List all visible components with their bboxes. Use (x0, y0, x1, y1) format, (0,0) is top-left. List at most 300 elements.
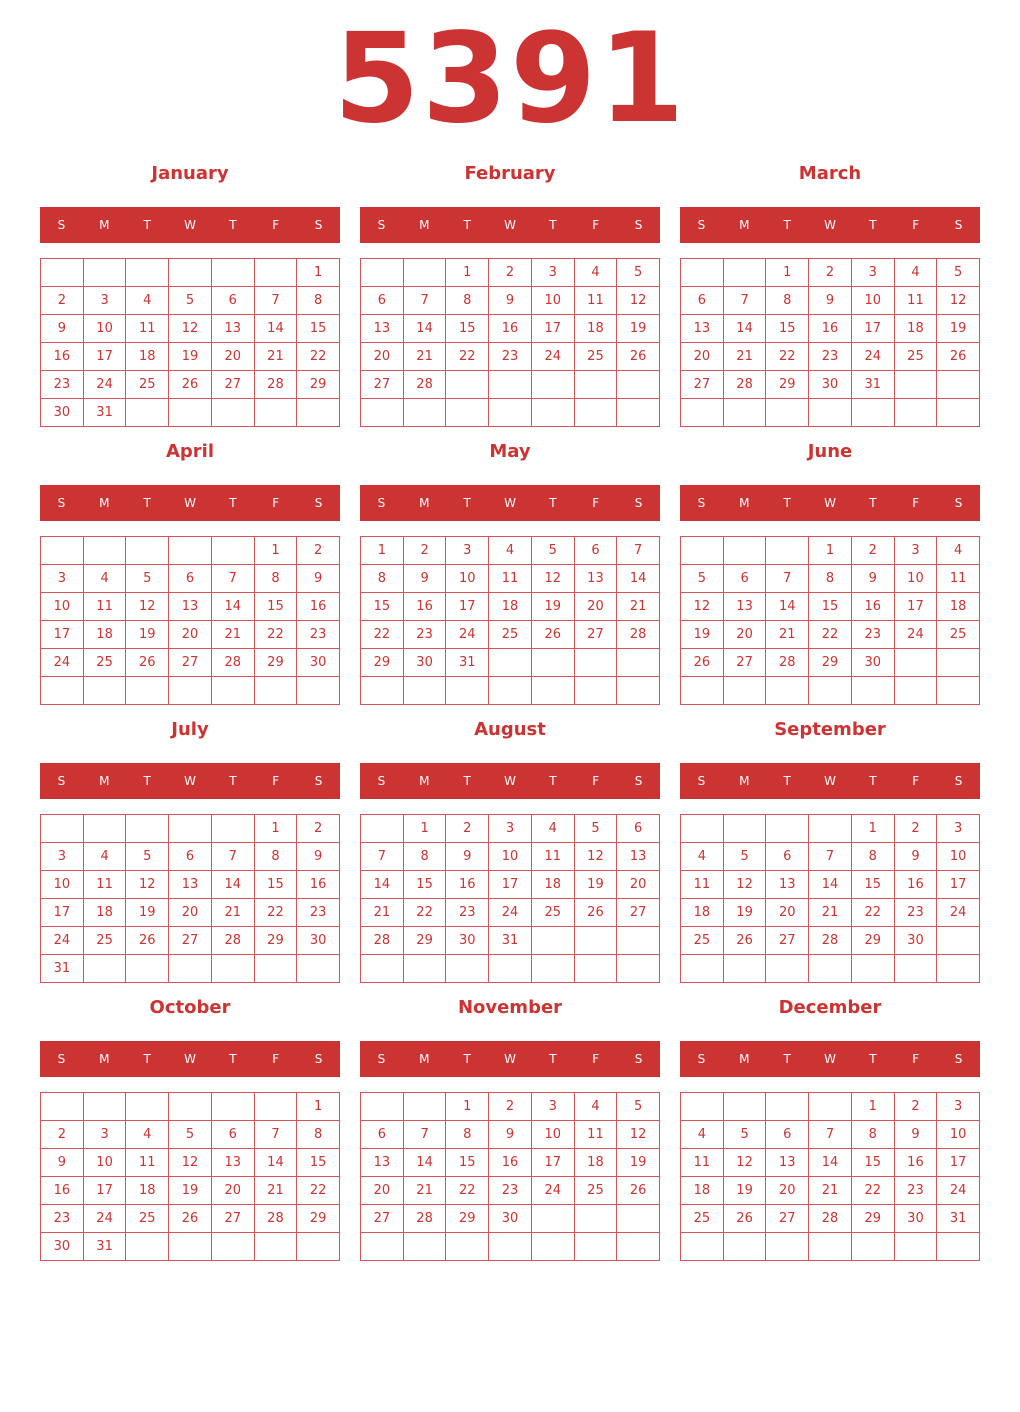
empty-day-cell (532, 1205, 575, 1233)
day-cell: 3 (937, 815, 980, 843)
weekday-label: T (143, 218, 151, 232)
day-cell: 18 (575, 315, 618, 343)
day-cell: 16 (41, 1177, 84, 1205)
empty-day-cell (937, 955, 980, 983)
day-cell: 29 (404, 927, 447, 955)
day-cell: 8 (255, 843, 298, 871)
day-cell: 28 (212, 927, 255, 955)
day-cell: 26 (724, 1205, 767, 1233)
weekday-header (360, 207, 660, 243)
empty-day-cell (681, 1233, 724, 1261)
week-row (361, 287, 660, 315)
week-row (681, 927, 980, 955)
weekday-label: M (419, 496, 430, 510)
day-cell: 10 (489, 843, 532, 871)
empty-day-cell (575, 1233, 618, 1261)
day-cell: 22 (446, 343, 489, 371)
day-cell: 20 (212, 1177, 255, 1205)
day-cell: 25 (532, 899, 575, 927)
day-grid (360, 814, 660, 983)
day-cell: 7 (212, 565, 255, 593)
day-cell: 10 (937, 843, 980, 871)
week-row (681, 621, 980, 649)
day-cell: 3 (84, 287, 127, 315)
week-row (41, 899, 340, 927)
month-name: January (151, 163, 229, 184)
week-row (681, 899, 980, 927)
empty-day-cell (681, 677, 724, 705)
weekday-label: T (549, 774, 557, 788)
day-cell: 4 (126, 287, 169, 315)
day-cell: 9 (895, 1121, 938, 1149)
week-row (361, 1177, 660, 1205)
day-cell: 18 (126, 343, 169, 371)
week-row (41, 565, 340, 593)
empty-day-cell (41, 259, 84, 287)
day-cell: 30 (895, 1205, 938, 1233)
day-cell: 25 (681, 927, 724, 955)
day-cell: 9 (41, 1149, 84, 1177)
empty-day-cell (255, 1233, 298, 1261)
empty-day-cell (169, 399, 212, 427)
empty-day-cell (724, 815, 767, 843)
empty-day-cell (575, 399, 618, 427)
day-cell: 20 (724, 621, 767, 649)
day-cell: 26 (126, 649, 169, 677)
day-cell: 3 (852, 259, 895, 287)
day-cell: 24 (41, 649, 84, 677)
weekday-label: F (592, 1052, 600, 1066)
empty-day-cell (575, 955, 618, 983)
empty-day-cell (297, 399, 340, 427)
empty-day-cell (126, 815, 169, 843)
day-cell: 17 (489, 871, 532, 899)
day-cell: 6 (617, 815, 660, 843)
week-row (681, 1233, 980, 1261)
day-cell: 12 (126, 593, 169, 621)
day-cell: 14 (617, 565, 660, 593)
day-cell: 5 (681, 565, 724, 593)
day-cell: 8 (766, 287, 809, 315)
day-cell: 7 (255, 1121, 298, 1149)
day-cell: 8 (852, 843, 895, 871)
empty-day-cell (766, 815, 809, 843)
week-row (681, 1093, 980, 1121)
day-grid (40, 1092, 340, 1261)
empty-day-cell (532, 955, 575, 983)
day-cell: 30 (446, 927, 489, 955)
day-cell: 20 (212, 343, 255, 371)
day-cell: 29 (852, 1205, 895, 1233)
empty-day-cell (446, 677, 489, 705)
day-cell: 20 (169, 621, 212, 649)
day-cell: 16 (852, 593, 895, 621)
day-cell: 7 (724, 287, 767, 315)
weekday-label: S (697, 218, 706, 232)
day-cell: 9 (446, 843, 489, 871)
week-row (41, 399, 340, 427)
empty-day-cell (41, 537, 84, 565)
weekday-label: S (314, 496, 323, 510)
day-cell: 1 (255, 537, 298, 565)
day-cell: 6 (681, 287, 724, 315)
empty-day-cell (724, 537, 767, 565)
empty-day-cell (126, 1233, 169, 1261)
day-cell: 22 (809, 621, 852, 649)
weekday-label: S (697, 774, 706, 788)
empty-day-cell (361, 1233, 404, 1261)
day-cell: 6 (766, 1121, 809, 1149)
weekday-label: T (549, 1052, 557, 1066)
empty-day-cell (297, 677, 340, 705)
week-row (41, 315, 340, 343)
weekday-label: M (419, 1052, 430, 1066)
week-row (41, 649, 340, 677)
weekday-label: W (184, 1052, 196, 1066)
day-cell: 13 (681, 315, 724, 343)
empty-day-cell (681, 537, 724, 565)
week-row (361, 1233, 660, 1261)
empty-day-cell (361, 399, 404, 427)
day-cell: 18 (489, 593, 532, 621)
empty-day-cell (41, 815, 84, 843)
day-cell: 7 (404, 1121, 447, 1149)
day-cell: 20 (361, 1177, 404, 1205)
day-cell: 11 (84, 593, 127, 621)
day-cell: 21 (809, 1177, 852, 1205)
empty-day-cell (361, 677, 404, 705)
empty-day-cell (766, 955, 809, 983)
day-cell: 15 (361, 593, 404, 621)
weekday-label: W (824, 496, 836, 510)
day-cell: 1 (361, 537, 404, 565)
day-grid (680, 814, 980, 983)
week-row (681, 1149, 980, 1177)
day-cell: 18 (84, 621, 127, 649)
empty-day-cell (126, 955, 169, 983)
day-cell: 12 (169, 1149, 212, 1177)
day-cell: 19 (126, 899, 169, 927)
week-row (41, 1177, 340, 1205)
empty-day-cell (575, 927, 618, 955)
weekday-label: T (463, 1052, 471, 1066)
day-cell: 17 (532, 1149, 575, 1177)
month-name: November (457, 997, 563, 1018)
day-cell: 9 (809, 287, 852, 315)
weekday-label: S (954, 496, 963, 510)
day-cell: 12 (169, 315, 212, 343)
weekday-label: F (272, 1052, 280, 1066)
day-cell: 29 (852, 927, 895, 955)
weekday-label: M (99, 218, 110, 232)
weekday-label: S (57, 774, 66, 788)
day-cell: 25 (84, 927, 127, 955)
empty-day-cell (766, 1093, 809, 1121)
week-row (361, 1121, 660, 1149)
weekday-label: F (592, 496, 600, 510)
day-cell: 14 (255, 315, 298, 343)
empty-day-cell (126, 399, 169, 427)
day-cell: 25 (937, 621, 980, 649)
empty-day-cell (681, 1093, 724, 1121)
day-cell: 12 (532, 565, 575, 593)
day-cell: 17 (84, 343, 127, 371)
day-cell: 3 (532, 1093, 575, 1121)
weekday-label: F (912, 774, 920, 788)
week-row (681, 593, 980, 621)
empty-day-cell (809, 1233, 852, 1261)
day-cell: 20 (617, 871, 660, 899)
weekday-label: M (739, 1052, 750, 1066)
day-cell: 25 (681, 1205, 724, 1233)
day-cell: 28 (809, 1205, 852, 1233)
day-cell: 4 (681, 843, 724, 871)
empty-day-cell (575, 649, 618, 677)
day-cell: 5 (532, 537, 575, 565)
day-cell: 11 (575, 287, 618, 315)
empty-day-cell (724, 1093, 767, 1121)
weekday-label: T (783, 218, 791, 232)
day-cell: 15 (297, 1149, 340, 1177)
weekday-label: T (143, 774, 151, 788)
day-cell: 18 (681, 899, 724, 927)
day-cell: 18 (681, 1177, 724, 1205)
day-cell: 13 (361, 1149, 404, 1177)
day-cell: 31 (84, 399, 127, 427)
empty-day-cell (255, 259, 298, 287)
day-cell: 30 (852, 649, 895, 677)
day-cell: 24 (532, 343, 575, 371)
empty-day-cell (937, 1233, 980, 1261)
empty-day-cell (489, 955, 532, 983)
day-cell: 8 (361, 565, 404, 593)
empty-day-cell (809, 1093, 852, 1121)
empty-day-cell (895, 955, 938, 983)
empty-day-cell (446, 399, 489, 427)
day-cell: 30 (895, 927, 938, 955)
empty-day-cell (404, 677, 447, 705)
day-cell: 25 (84, 649, 127, 677)
day-grid (680, 258, 980, 427)
day-cell: 26 (575, 899, 618, 927)
day-cell: 28 (212, 649, 255, 677)
empty-day-cell (41, 677, 84, 705)
day-cell: 30 (489, 1205, 532, 1233)
empty-day-cell (852, 1233, 895, 1261)
empty-day-cell (937, 371, 980, 399)
week-row (681, 287, 980, 315)
empty-day-cell (297, 1233, 340, 1261)
empty-day-cell (361, 1093, 404, 1121)
weekday-label: F (592, 774, 600, 788)
day-cell: 16 (41, 343, 84, 371)
weekday-label: T (549, 496, 557, 510)
day-cell: 12 (617, 1121, 660, 1149)
empty-day-cell (446, 371, 489, 399)
day-cell: 14 (361, 871, 404, 899)
weekday-label: M (739, 774, 750, 788)
week-row (361, 343, 660, 371)
day-cell: 15 (404, 871, 447, 899)
weekday-label: F (912, 496, 920, 510)
day-cell: 24 (84, 1205, 127, 1233)
day-cell: 1 (255, 815, 298, 843)
weekday-label: S (634, 774, 643, 788)
day-cell: 11 (126, 1149, 169, 1177)
empty-day-cell (489, 649, 532, 677)
day-cell: 2 (446, 815, 489, 843)
weekday-label: S (634, 1052, 643, 1066)
day-cell: 10 (84, 1149, 127, 1177)
day-cell: 12 (937, 287, 980, 315)
empty-day-cell (532, 371, 575, 399)
weekday-header (680, 485, 980, 521)
empty-day-cell (575, 677, 618, 705)
empty-day-cell (255, 399, 298, 427)
empty-day-cell (169, 677, 212, 705)
empty-day-cell (212, 955, 255, 983)
week-row (681, 649, 980, 677)
day-cell: 28 (404, 1205, 447, 1233)
day-cell: 10 (532, 287, 575, 315)
day-cell: 30 (809, 371, 852, 399)
day-cell: 4 (84, 843, 127, 871)
day-cell: 19 (724, 1177, 767, 1205)
week-row (41, 927, 340, 955)
day-cell: 23 (489, 343, 532, 371)
day-cell: 14 (212, 593, 255, 621)
empty-day-cell (84, 955, 127, 983)
week-row (681, 343, 980, 371)
empty-day-cell (532, 927, 575, 955)
day-cell: 1 (404, 815, 447, 843)
day-cell: 20 (681, 343, 724, 371)
week-row (361, 955, 660, 983)
empty-day-cell (617, 955, 660, 983)
weekday-label: S (314, 1052, 323, 1066)
weekday-label: M (99, 774, 110, 788)
week-row (41, 815, 340, 843)
day-cell: 20 (766, 1177, 809, 1205)
day-cell: 22 (361, 621, 404, 649)
day-cell: 13 (766, 1149, 809, 1177)
empty-day-cell (575, 1205, 618, 1233)
empty-day-cell (212, 259, 255, 287)
day-cell: 7 (617, 537, 660, 565)
day-cell: 8 (255, 565, 298, 593)
week-row (41, 343, 340, 371)
empty-day-cell (84, 537, 127, 565)
day-cell: 15 (766, 315, 809, 343)
day-cell: 13 (766, 871, 809, 899)
empty-day-cell (809, 955, 852, 983)
day-cell: 23 (297, 899, 340, 927)
weekday-label: T (869, 218, 877, 232)
weekday-label: W (824, 1052, 836, 1066)
week-row (681, 1177, 980, 1205)
day-cell: 22 (766, 343, 809, 371)
day-cell: 2 (895, 815, 938, 843)
day-cell: 3 (937, 1093, 980, 1121)
weekday-label: S (954, 218, 963, 232)
empty-day-cell (724, 955, 767, 983)
day-cell: 16 (297, 871, 340, 899)
day-cell: 3 (532, 259, 575, 287)
day-cell: 14 (212, 871, 255, 899)
day-cell: 29 (361, 649, 404, 677)
day-cell: 13 (617, 843, 660, 871)
weekday-label: S (57, 218, 66, 232)
day-cell: 13 (361, 315, 404, 343)
day-cell: 18 (575, 1149, 618, 1177)
day-cell: 26 (724, 927, 767, 955)
day-cell: 2 (297, 815, 340, 843)
day-cell: 24 (489, 899, 532, 927)
week-row (41, 1121, 340, 1149)
empty-day-cell (169, 1233, 212, 1261)
week-row (681, 843, 980, 871)
day-cell: 14 (809, 871, 852, 899)
week-row (681, 677, 980, 705)
empty-day-cell (532, 677, 575, 705)
day-cell: 25 (126, 371, 169, 399)
week-row (41, 287, 340, 315)
day-cell: 11 (84, 871, 127, 899)
day-cell: 16 (446, 871, 489, 899)
empty-day-cell (404, 1093, 447, 1121)
day-cell: 14 (766, 593, 809, 621)
day-cell: 25 (575, 343, 618, 371)
day-cell: 29 (766, 371, 809, 399)
day-cell: 7 (766, 565, 809, 593)
empty-day-cell (809, 677, 852, 705)
day-cell: 4 (126, 1121, 169, 1149)
day-cell: 6 (361, 1121, 404, 1149)
weekday-header (680, 207, 980, 243)
weekday-label: F (272, 218, 280, 232)
day-cell: 21 (404, 1177, 447, 1205)
day-cell: 1 (446, 259, 489, 287)
empty-day-cell (937, 649, 980, 677)
empty-day-cell (41, 1093, 84, 1121)
empty-day-cell (212, 1233, 255, 1261)
day-cell: 22 (852, 1177, 895, 1205)
empty-day-cell (895, 677, 938, 705)
empty-day-cell (169, 259, 212, 287)
day-cell: 30 (404, 649, 447, 677)
weekday-label: T (229, 774, 237, 788)
day-cell: 21 (809, 899, 852, 927)
week-row (361, 1205, 660, 1233)
day-cell: 17 (852, 315, 895, 343)
day-cell: 30 (41, 399, 84, 427)
week-row (41, 843, 340, 871)
day-cell: 6 (212, 287, 255, 315)
empty-day-cell (532, 1233, 575, 1261)
day-cell: 12 (575, 843, 618, 871)
empty-day-cell (255, 1093, 298, 1121)
month-name: October (149, 997, 231, 1018)
day-cell: 10 (41, 871, 84, 899)
day-cell: 7 (809, 1121, 852, 1149)
empty-day-cell (361, 955, 404, 983)
month-name: February (464, 163, 556, 184)
day-cell: 3 (446, 537, 489, 565)
day-cell: 28 (361, 927, 404, 955)
empty-day-cell (681, 399, 724, 427)
empty-day-cell (575, 371, 618, 399)
day-cell: 14 (255, 1149, 298, 1177)
